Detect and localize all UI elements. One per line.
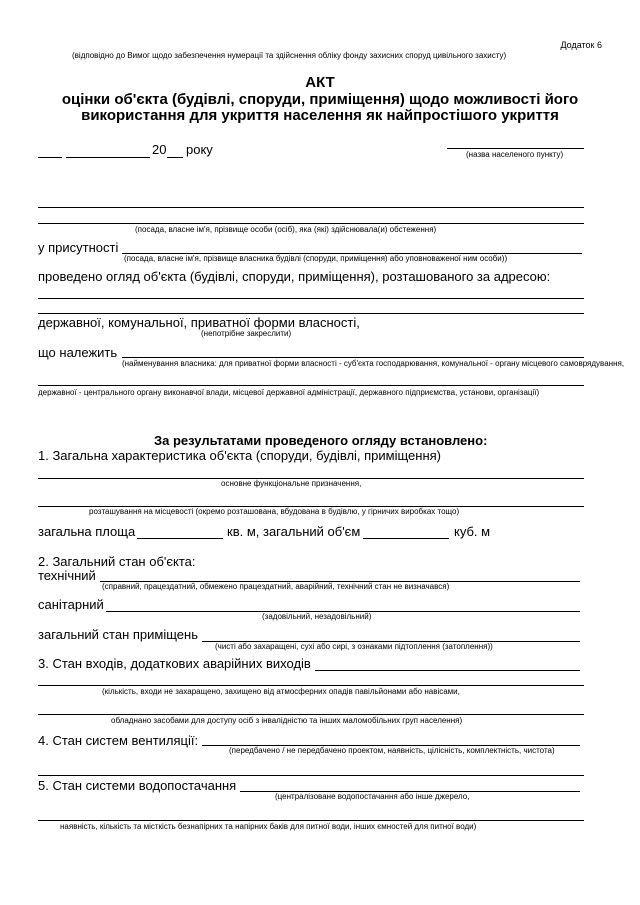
section-4-title: 4. Стан систем вентиляції: <box>38 733 199 748</box>
presence-hint: (посада, власне ім'я, прізвище власника будівлі (споруди, приміщення) або уповноваженої ним особи)) <box>124 254 508 263</box>
s3-accessibility-blank[interactable] <box>38 714 584 715</box>
s4-hint: (передбачено / не передбачено проектом, наявність, цілісність, комплектність, чистота) <box>229 746 555 755</box>
belongs-label: що належить <box>38 345 118 360</box>
inspector-blank-1[interactable] <box>38 207 584 208</box>
s3-entrances-blank-2[interactable] <box>38 685 584 686</box>
section-2-title: 2. Загальний стан об'єкта: <box>38 554 196 569</box>
place-name-hint: (назва населеного пункту) <box>466 150 564 159</box>
date-year-blank[interactable] <box>167 157 183 158</box>
section-1-title: 1. Загальна характеристика об'єкта (споруди, будівлі, приміщення) <box>38 448 442 463</box>
s5-hint-1: (централізоване водопостачання або інше джерело, <box>275 792 470 801</box>
s5-hint-2: наявність, кількість та місткість безнапірних та напірних баків для питної води, інших ємностей для питної води) <box>60 822 477 831</box>
results-heading: За результатами проведеного огляду встановлено: <box>154 433 488 448</box>
reference-note: (відповідно до Вимог щодо забезпечення нумерації та здійснення обліку фонду захисних споруд цивільного захисту) <box>72 51 507 60</box>
place-name-blank[interactable] <box>447 148 584 149</box>
technical-hint: (справний, працездатний, обмежено працездатний, аварійний, технічний стан не визначався) <box>102 582 450 591</box>
area-label: загальна площа <box>38 524 136 539</box>
belongs-blank-1[interactable] <box>122 357 584 358</box>
belongs-hint-1: (найменування власника: для приватної форми власності - суб'єкта господарювання, комунальної - органу місцевого самоврядування, <box>122 359 625 368</box>
s3-entrances-blank-1[interactable] <box>315 670 580 671</box>
document-title: АКТ <box>305 74 335 91</box>
ownership-hint: (непотрібне закреслити) <box>201 329 292 338</box>
volume-blank[interactable] <box>363 538 449 539</box>
belongs-hint-2: державної - центрального органу виконавчої влади, місцевої державної адміністрації, державного підприємства, установи, організації) <box>38 388 540 397</box>
presence-label: у присутності <box>38 240 119 255</box>
premises-label: загальний стан приміщень <box>38 627 198 642</box>
belongs-blank-2[interactable] <box>38 385 584 386</box>
appendix-label: Додаток 6 <box>560 40 602 50</box>
date-day-blank[interactable] <box>38 157 62 158</box>
document-title-line-2: оцінки об'єкта (будівлі, споруди, приміщення) щодо можливості його <box>61 91 579 108</box>
date-year-prefix: 20 <box>152 142 167 157</box>
inspector-hint: (посада, власне ім'я, прізвище особи (осіб), яка (які) здійснювала(и) обстеження) <box>135 225 437 234</box>
s1-location-hint: розташування на місцевості (окремо розташована, вбудована в будівлю, у гірничих виробках тощо) <box>89 507 460 516</box>
inspector-blank-2[interactable] <box>38 223 584 224</box>
s1-purpose-hint: основне функціональне призначення, <box>221 479 362 488</box>
inspection-text: проведено огляд об'єкта (будівлі, споруди, приміщення), розташованого за адресою: <box>38 269 551 284</box>
s3-hint-2: обладнано засобами для доступу осіб з інвалідністю та інших маломобільних груп населення) <box>111 716 463 725</box>
s4-ventilation-blank-2[interactable] <box>38 775 584 776</box>
address-blank-2[interactable] <box>38 313 584 314</box>
ownership-text: державної, комунальної, приватної форми власності, <box>38 315 360 330</box>
section-3-title: 3. Стан входів, додаткових аварійних виходів <box>38 656 311 671</box>
date-month-blank[interactable] <box>66 157 150 158</box>
premises-hint: (чисті або захаращені, сухі або сирі, з ознаками підтоплення (затоплення)) <box>215 642 493 651</box>
address-blank-1[interactable] <box>38 298 584 299</box>
section-5-title: 5. Стан системи водопостачання <box>38 778 237 793</box>
volume-unit: куб. м <box>454 524 491 539</box>
sanitary-label: санітарний <box>38 597 104 612</box>
document-title-line-3: використання для укриття населення як найпростішого укриття <box>81 107 559 124</box>
date-year-suffix: року <box>186 142 213 157</box>
sanitary-hint: (задовільний, незадовільний) <box>262 612 372 621</box>
s5-water-blank-2[interactable] <box>38 820 584 821</box>
area-unit: кв. м, загальний об'єм <box>227 524 361 539</box>
technical-label: технічний <box>38 568 96 583</box>
s3-hint-1: (кількість, входи не захаращено, захищено від атмосферних опадів павільйонами або навісами, <box>102 687 460 696</box>
area-blank[interactable] <box>137 538 223 539</box>
